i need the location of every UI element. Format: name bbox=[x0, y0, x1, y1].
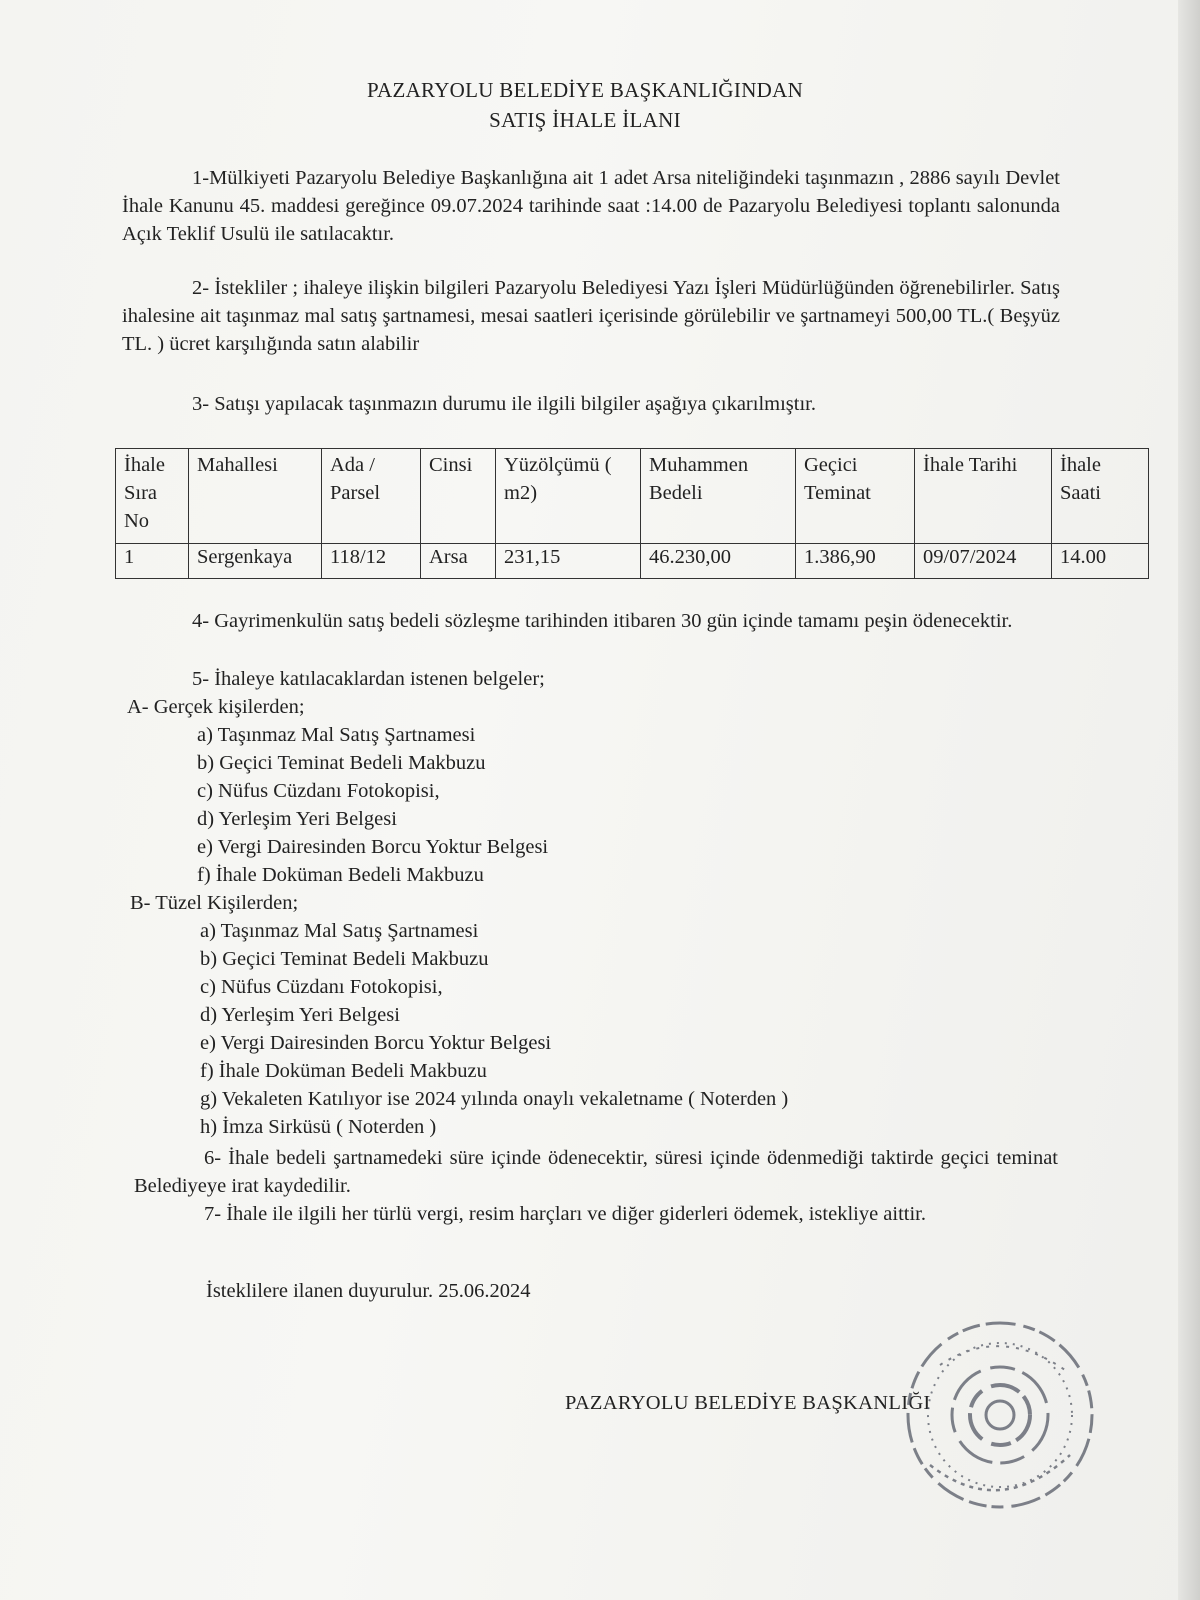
section-b-title: B- Tüzel Kişilerden; bbox=[130, 892, 299, 914]
paragraph-1: 1-Mülkiyeti Pazaryolu Belediye Başkanlığına ait 1 adet Arsa niteliğindeki taşınmazın , 2886 sayılı Devlet İhale Kanunu 45. maddesi gereğince 09.07.2024 tarihinde saat :14.00 de Pazaryolu Belediyesi toplantı salonunda Açık Teklif Usulü ile satılacaktır. bbox=[122, 167, 1060, 245]
table-cell-cinsi: Arsa bbox=[421, 544, 496, 579]
table-header-cell: İhale Sıra No bbox=[116, 449, 189, 544]
section-a-item: e) Vergi Dairesinden Borcu Yoktur Belgesi bbox=[197, 836, 549, 858]
table-header-cell: İhale Tarihi bbox=[915, 449, 1052, 544]
section-b-item: f) İhale Doküman Bedeli Makbuzu bbox=[200, 1060, 487, 1082]
table-header-cell: Yüzölçümü ( m2) bbox=[496, 449, 641, 544]
table-cell-sira-no: 1 bbox=[116, 544, 189, 579]
announcement-date: İsteklilere ilanen duyurulur. 25.06.2024 bbox=[206, 1280, 531, 1302]
paragraph-5: 5- İhaleye katılacaklardan istenen belgeler; bbox=[192, 668, 545, 690]
table-header-cell: İhale Saati bbox=[1052, 449, 1149, 544]
section-b-item: b) Geçici Teminat Bedeli Makbuzu bbox=[200, 948, 489, 970]
paragraph-6: 6- İhale bedeli şartnamedeki süre içinde ödenecektir, süresi içinde ödenmediği taktirde geçici teminat Belediyeye irat kaydedilir. bbox=[134, 1147, 1058, 1197]
page-edge bbox=[1178, 0, 1200, 1600]
header-title: SATIŞ İHALE İLANI bbox=[489, 108, 681, 132]
table-header-cell: Mahallesi bbox=[189, 449, 322, 544]
section-a-item: a) Taşınmaz Mal Satış Şartnamesi bbox=[197, 724, 476, 746]
section-b-item: g) Vekaleten Katılıyor ise 2024 yılında onaylı vekaletname ( Noterden ) bbox=[200, 1088, 789, 1110]
paragraph-2: 2- İstekliler ; ihaleye ilişkin bilgileri Pazaryolu Belediyesi Yazı İşleri Müdürlüğünden öğrenebilirler. Satış ihalesine ait taşınmaz mal satış şartnamesi, mesai saatleri içerisinde görülebilir ve şartnameyi 500,00 TL.( Beşyüz TL. ) ücret karşılığında satın alabilir bbox=[122, 277, 1060, 355]
official-stamp-icon bbox=[890, 1305, 1110, 1525]
signature-line: PAZARYOLU BELEDİYE BAŞKANLIĞI bbox=[565, 1392, 931, 1414]
section-b-item: a) Taşınmaz Mal Satış Şartnamesi bbox=[200, 920, 479, 942]
section-b-item: c) Nüfus Cüzdanı Fotokopisi, bbox=[200, 976, 443, 998]
section-a-title: A- Gerçek kişilerden; bbox=[127, 696, 305, 718]
section-a-item: d) Yerleşim Yeri Belgesi bbox=[197, 808, 397, 830]
table-cell-yuzolcumu: 231,15 bbox=[496, 544, 641, 579]
paragraph-7: 7- İhale ile ilgili her türlü vergi, resim harçları ve diğer giderleri ödemek, istekliye aittir. bbox=[204, 1203, 927, 1225]
section-a-item: f) İhale Doküman Bedeli Makbuzu bbox=[197, 864, 484, 886]
table-row bbox=[116, 544, 1149, 579]
header-institution: PAZARYOLU BELEDİYE BAŞKANLIĞINDAN bbox=[366, 78, 804, 102]
table-cell-mahallesi: Sergenkaya bbox=[189, 544, 322, 579]
table-header-cell: Cinsi bbox=[421, 449, 496, 544]
section-a-item: b) Geçici Teminat Bedeli Makbuzu bbox=[197, 752, 486, 774]
table-cell-ihale-tarihi: 09/07/2024 bbox=[915, 544, 1052, 579]
table-header-row bbox=[116, 449, 1149, 544]
section-a-item: c) Nüfus Cüzdanı Fotokopisi, bbox=[197, 780, 440, 802]
table-header-cell: Ada / Parsel bbox=[322, 449, 421, 544]
table-header-cell: Geçici Teminat bbox=[796, 449, 915, 544]
table-cell-ihale-saati: 14.00 bbox=[1052, 544, 1149, 579]
table-cell-ada-parsel: 118/12 bbox=[322, 544, 421, 579]
table-header-cell: Muhammen Bedeli bbox=[641, 449, 796, 544]
section-b-item: e) Vergi Dairesinden Borcu Yoktur Belgesi bbox=[200, 1032, 552, 1054]
section-b-item: d) Yerleşim Yeri Belgesi bbox=[200, 1004, 400, 1026]
property-table bbox=[115, 448, 1149, 579]
paragraph-4: 4- Gayrimenkulün satış bedeli sözleşme tarihinden itibaren 30 gün içinde tamamı peşin ödenecektir. bbox=[192, 610, 1013, 632]
section-b-item: h) İmza Sirküsü ( Noterden ) bbox=[200, 1116, 437, 1138]
table-cell-muhammen-bedeli: 46.230,00 bbox=[641, 544, 796, 579]
paragraph-3: 3- Satışı yapılacak taşınmazın durumu ile ilgili bilgiler aşağıya çıkarılmıştır. bbox=[192, 393, 816, 415]
table-cell-gecici-teminat: 1.386,90 bbox=[796, 544, 915, 579]
